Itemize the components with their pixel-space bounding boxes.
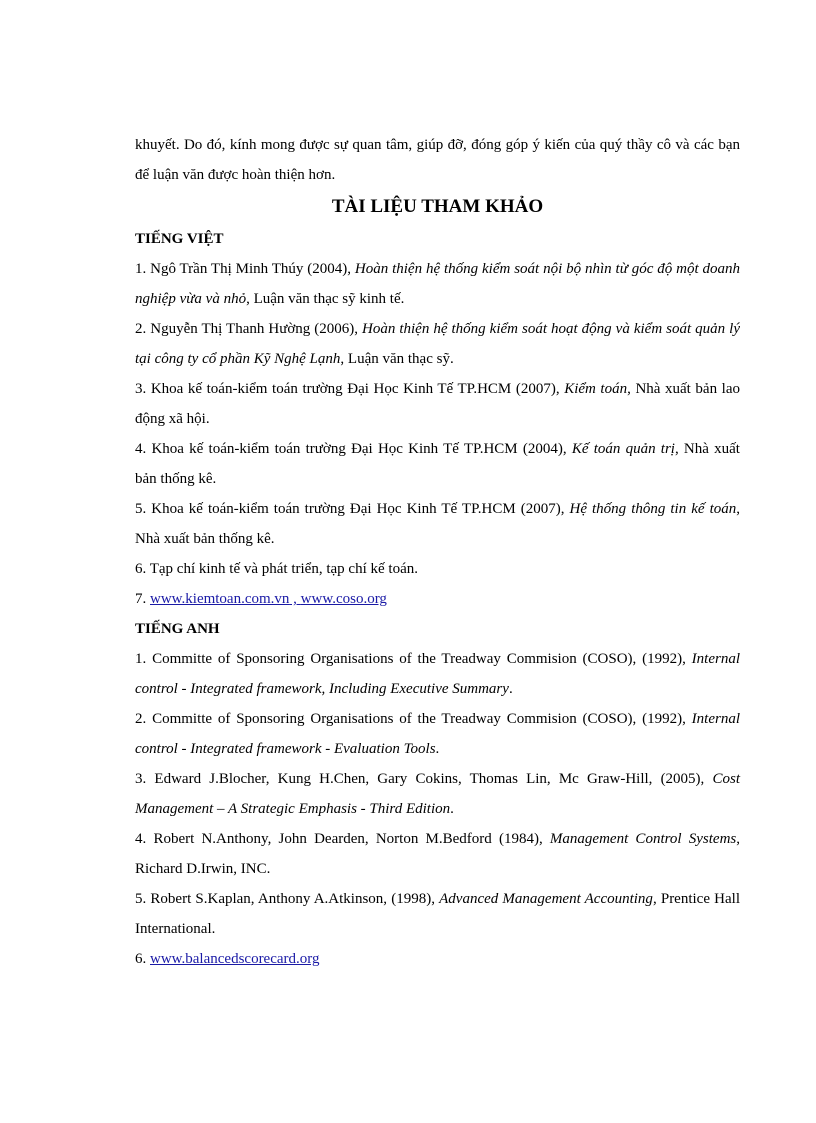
reference-vn-3 — [135, 374, 740, 434]
reference-vn-5 — [135, 494, 740, 554]
intro-line-1: khuyết. Do đó, kính mong được sự quan tâm, giúp đỡ, đóng góp ý kiến của quý thầy — [135, 137, 653, 153]
reference-en-4 — [135, 824, 740, 884]
reference-vn-7 — [135, 584, 740, 614]
reference-suffix: , Luận văn thạc sỹ. — [340, 351, 454, 367]
reference-en-2 — [135, 704, 740, 764]
reference-title: Management Control Systems — [549, 831, 737, 847]
reference-en-5 — [135, 884, 740, 944]
intro-line-2: cô và các bạn để luận văn được hoàn thiện hơn. — [135, 137, 741, 183]
reference-prefix: 4. Robert N.Anthony, John Dearden, Norton M.Bedford (1984), — [135, 831, 550, 847]
reference-prefix: 4. Khoa kế toán-kiểm toán trường Đại Học Kinh Tế TP.HCM (2004), — [135, 441, 572, 457]
reference-suffix: , Luận văn thạc sỹ kinh tế. — [246, 291, 405, 307]
reference-title: Hoàn thiện hệ thống kiểm soát nội bộ nhìn từ góc độ một doanh nghiệp vừa và nhỏ — [135, 261, 741, 307]
reference-title: Internal control - Integrated framework, Including Executive Summary — [135, 651, 740, 697]
link-separator: , — [289, 591, 301, 607]
link-kiemtoan[interactable]: www.kiemtoan.com.vn — [150, 591, 290, 607]
reference-prefix: 1. Ngô Trần Thị Minh Thúy (2004), — [135, 261, 355, 277]
reference-title: Kiểm toán — [564, 381, 628, 397]
reference-suffix: , Prentice Hall International. — [135, 891, 740, 937]
link-coso[interactable]: www.coso.org — [300, 591, 387, 607]
reference-title: Advanced Management Accounting — [439, 891, 653, 907]
reference-prefix: 5. Robert S.Kaplan, Anthony A.Atkinson, (1998), — [135, 891, 440, 907]
reference-suffix: , Nhà xuất bản thống kê. — [135, 501, 740, 547]
reference-vn-4 — [135, 434, 740, 494]
reference-vn-6: 6. Tạp chí kinh tế và phát triển, tạp chí kế toán. — [135, 561, 418, 577]
reference-prefix: 2. Committe of Sponsoring Organisations of the Treadway Commision (COSO), (1992), — [135, 711, 692, 727]
link-balancedscorecard[interactable]: www.balancedscorecard.org — [150, 951, 320, 967]
reference-title: Hệ thống thông tin kế toán — [569, 501, 737, 517]
reference-title: Hoàn thiện hệ thống kiểm soát hoạt động và kiểm soát quản lý tại công ty cổ phần Kỹ Nghệ Lạnh — [135, 321, 740, 367]
reference-prefix: 6. — [135, 951, 150, 967]
reference-title: Internal control - Integrated framework - Evaluation Tools — [135, 711, 740, 757]
intro-paragraph — [135, 130, 740, 190]
section-heading-vietnamese: TIẾNG VIỆT — [135, 231, 224, 247]
reference-en-1 — [135, 644, 740, 704]
reference-suffix: . — [450, 801, 454, 817]
reference-suffix: , Richard D.Irwin, INC. — [135, 831, 740, 877]
reference-vn-1 — [135, 254, 740, 314]
reference-title: Kế toán quản trị — [571, 441, 675, 457]
reference-prefix: 7. — [135, 591, 150, 607]
references-title: TÀI LIỆU THAM KHẢO — [331, 196, 544, 217]
reference-prefix: 2. Nguyễn Thị Thanh Hường (2006), — [135, 321, 363, 337]
reference-suffix: , Nhà xuất bản lao động xã hội. — [135, 381, 740, 427]
reference-vn-2 — [135, 314, 740, 374]
reference-title: Cost Management – A Strategic Emphasis - Third Edition — [135, 771, 740, 817]
reference-prefix: 5. Khoa kế toán-kiểm toán trường Đại Học Kinh Tế TP.HCM (2007), — [135, 501, 570, 517]
section-heading-english: TIẾNG ANH — [135, 621, 220, 637]
page-content — [135, 130, 740, 974]
reference-prefix: 3. Edward J.Blocher, Kung H.Chen, Gary Cokins, Thomas Lin, Mc Graw-Hill, (2005), — [135, 771, 713, 787]
reference-suffix: . — [508, 681, 513, 697]
reference-en-6 — [135, 944, 740, 974]
reference-prefix: 3. Khoa kế toán-kiểm toán trường Đại Học Kinh Tế TP.HCM (2007), — [135, 381, 565, 397]
reference-prefix: 1. Committe of Sponsoring Organisations of the Treadway Commision (COSO), (1992), — [135, 651, 692, 667]
reference-suffix: , Nhà xuất bản thống kê. — [135, 441, 740, 487]
reference-suffix: . — [435, 741, 440, 757]
reference-en-3 — [135, 764, 740, 824]
